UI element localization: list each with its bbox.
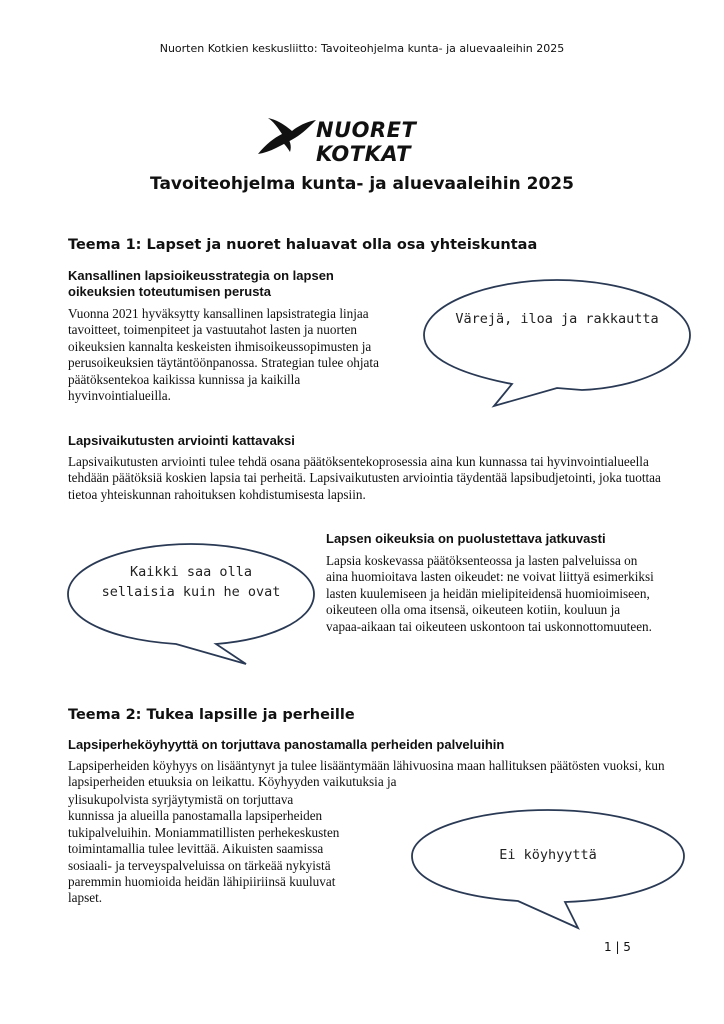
logo <box>256 114 476 166</box>
bubble-1-text: Värejä, iloa ja rakkautta <box>455 311 659 327</box>
theme-1-heading: Teema 1: Lapset ja nuoret haluavat olla osa yhteiskuntaa <box>68 237 538 253</box>
page-number: 1 | 5 <box>604 940 631 954</box>
section-body-rights: Lapsia koskevassa päätöksenteossa ja lasten palveluissa on aina huomioitava lasten oikeudet: ne voivat liittyä esimerkiksi lasten kuulemiseen ja heidän mielipiteidensä huomioimiseen, oikeuteen olla oma itsensä, oikeuteen kotiin, kouluun ja vapaa-aikaan tai oikeuteen uskontoon tai uskonnottomuuteen. <box>326 553 654 634</box>
speech-bubble-2 <box>56 536 326 668</box>
running-header: Nuorten Kotkien keskusliitto: Tavoiteohjelma kunta- ja aluevaaleihin 2025 <box>159 42 565 55</box>
page-title: Tavoiteohjelma kunta- ja aluevaaleihin 2025 <box>150 174 574 194</box>
section-body-strategy: Vuonna 2021 hyväksytty kansallinen lapsistrategia linjaa tavoitteet, toimenpiteet ja vastuutahot lasten ja nuorten oikeuksien kannalta keskeisten ihmisoikeussopimusten ja perusoikeuksien täytäntöönpanossa. Strategian tulee ohjata päätöksentekoa kaikissa kunnissa ja kaikilla hyvinvointialueilla. <box>68 306 379 404</box>
theme-2-heading: Teema 2: Tukea lapsille ja perheille <box>68 707 355 723</box>
speech-bubble-3 <box>400 800 696 935</box>
section-heading-impact: Lapsivaikutusten arviointi kattavaksi <box>68 433 295 448</box>
eagle-logo-icon <box>256 114 318 158</box>
speech-bubble-1 <box>412 270 702 410</box>
section-body-impact: Lapsivaikutusten arviointi tulee tehdä osana päätöksentekoprosessia aina kun kunnassa tai hyvinvointialueella tehdään päätöksiä koskien lapsia tai perheitä. Lapsivaikutusten arviointia täydentää lapsibudjetointi, joka tuottaa tietoa yhteiskunnan rahoituksen kohdistumisesta lapsiin. <box>68 454 661 502</box>
bubble-2-text: Kaikki saa olla sellaisia kuin he ovat <box>101 564 281 600</box>
section-heading-rights: Lapsen oikeuksia on puolustettava jatkuvasti <box>326 531 606 546</box>
bubble-3-text: Ei köyhyyttä <box>499 847 597 863</box>
section-body-poverty-column: ylisukupolvista syrjäytymistä on torjuttava kunnissa ja alueilla panostamalla lapsiperheiden tukipalveluihin. Moniammatillisten perhekeskusten toimintamallia tulee levittää. Aikuisten saamissa sosiaali- ja terveyspalveluissa on tärkeää nykyistä paremmin huomioida heidän lähipiiriinsä kuuluvat lapset. <box>68 792 340 906</box>
section-heading-poverty: Lapsiperheköyhyyttä on torjuttava panostamalla perheiden palveluihin <box>68 737 505 752</box>
logo-text: NUORET KOTKAT <box>316 118 417 166</box>
section-body-poverty-intro: Lapsiperheiden köyhyys on lisääntynyt ja tulee lisääntymään lähivuosina maan hallituksen päätösten vuoksi, kun lapsiperheiden etuuksia on leikattu. Köyhyyden vaikutuksia ja <box>68 758 665 790</box>
section-heading-strategy: Kansallinen lapsioikeusstrategia on lapsen oikeuksien toteutumisen perusta <box>68 268 334 299</box>
